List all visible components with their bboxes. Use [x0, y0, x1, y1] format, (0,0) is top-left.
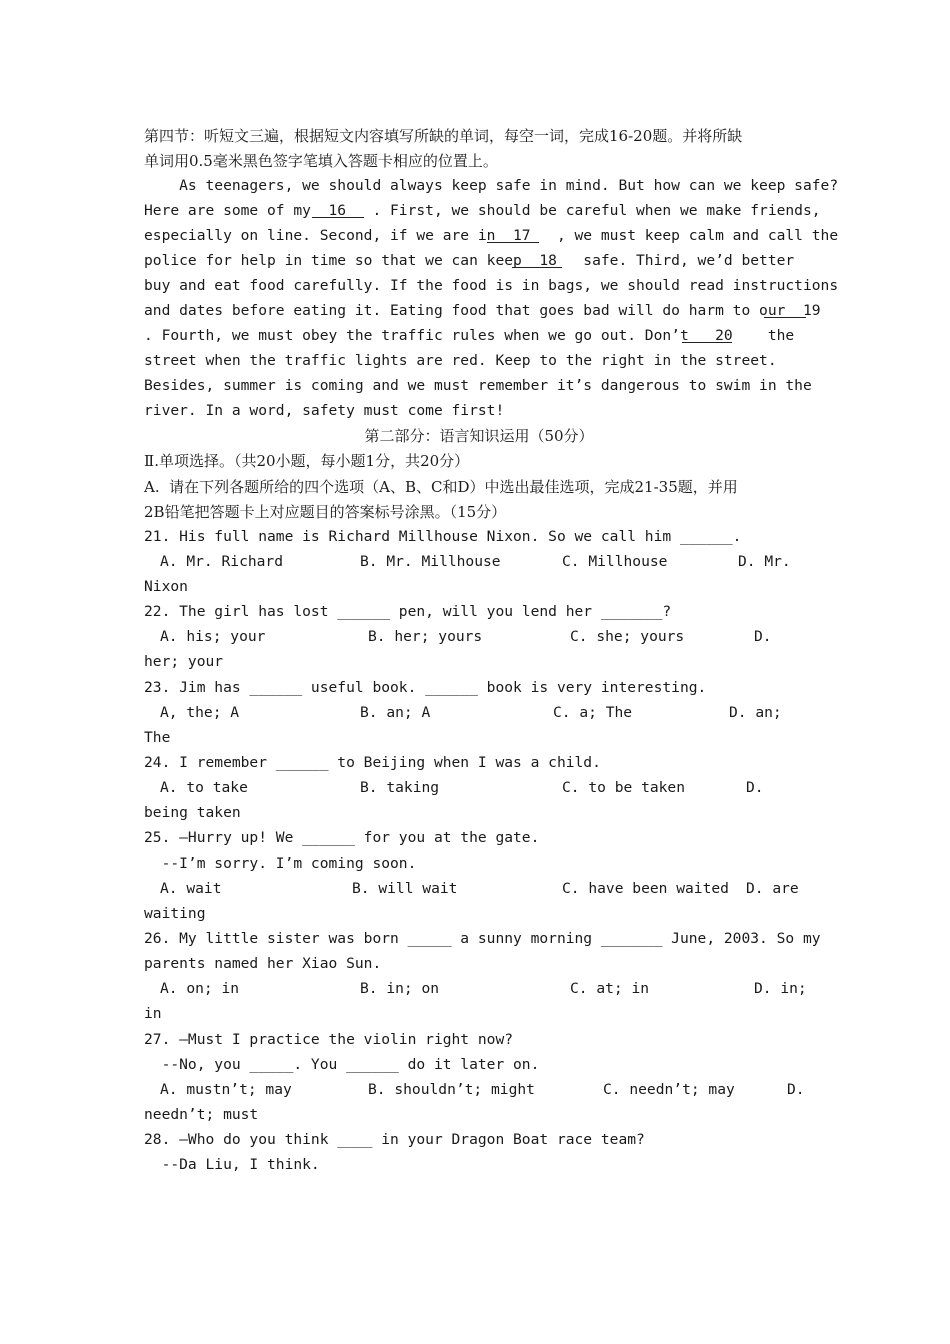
question-24: 24. I remember ______ to Beijing when I was a child.	[144, 754, 601, 771]
q24-option-a: A. to take	[160, 779, 248, 796]
question-28: 28. –Who do you think ____ in your Dragon Boat race team?	[144, 1131, 645, 1148]
passage-line-1: As teenagers, we should always keep safe in mind. But how can we keep safe?	[144, 177, 839, 194]
q27-option-d: D.	[787, 1081, 805, 1098]
q27-option-b: B. shouldn’t; might	[368, 1081, 535, 1098]
question-25-reply: --I’m sorry. I’m coming soon.	[144, 855, 417, 872]
section4-instruction-line2: 单词用0.5毫米黑色签字笔填入答题卡相应的位置上。	[144, 152, 498, 170]
q22-option-b: B. her; yours	[368, 628, 483, 645]
question-25: 25. –Hurry up! We ______ for you at the gate.	[144, 829, 540, 846]
passage-line-3: especially on line. Second, if we are in 17 , we must keep calm and call the	[144, 227, 839, 244]
q24-option-d-cont: being taken	[144, 804, 241, 821]
blank-16-underline	[312, 217, 364, 218]
q25-option-c: C. have been waited	[562, 880, 729, 897]
question-26: 26. My little sister was born _____ a sunny morning _______ June, 2003. So my	[144, 930, 821, 947]
q25-option-d-cont: waiting	[144, 905, 206, 922]
q23-option-d: D. an;	[729, 704, 782, 721]
question-28-reply: --Da Liu, I think.	[144, 1156, 320, 1173]
q21-option-d-cont: Nixon	[144, 578, 188, 595]
q21-option-c: C. Millhouse	[562, 553, 668, 570]
q24-option-c: C. to be taken	[562, 779, 686, 796]
blank-17-underline	[487, 242, 539, 243]
q23-option-b: B. an; A	[360, 704, 431, 721]
passage-line-4: police for help in time so that we can keep 18 safe. Third, we’d better	[144, 252, 795, 269]
blank-20-underline	[682, 342, 732, 343]
blank-19-underline	[764, 317, 806, 318]
q27-option-d-cont: needn’t; must	[144, 1106, 259, 1123]
q21-option-a: A. Mr. Richard	[160, 553, 284, 570]
part2-title: 第二部分：语言知识运用（50分）	[364, 427, 594, 445]
question-23: 23. Jim has ______ useful book. ______ book is very interesting.	[144, 679, 707, 696]
passage-line-6: and dates before eating it. Eating food that goes bad will do harm to our 19	[144, 302, 821, 319]
question-27: 27. –Must I practice the violin right now?	[144, 1031, 514, 1048]
question-26-line2: parents named her Xiao Sun.	[144, 955, 382, 972]
passage-line-5: buy and eat food carefully. If the food is in bags, we should read instructions	[144, 277, 839, 294]
q22-option-c: C. she; yours	[570, 628, 685, 645]
part2-instruction-line1: A. 请在下列各题所给的四个选项（A、B、C和D）中选出最佳选项，完成21-35题，并用	[144, 478, 738, 496]
passage-line-8: street when the traffic lights are red. Keep to the right in the street.	[144, 352, 777, 369]
q26-option-d-cont: in	[144, 1005, 162, 1022]
q26-option-d: D. in;	[754, 980, 807, 997]
part2-heading: Ⅱ.单项选择。（共20小题，每小题1分，共20分）	[144, 452, 470, 470]
q24-option-b: B. taking	[360, 779, 440, 796]
q23-option-a: A, the; A	[160, 704, 240, 721]
q23-option-c: C. a; The	[553, 704, 633, 721]
q21-option-d: D. Mr.	[738, 553, 791, 570]
question-21: 21. His full name is Richard Millhouse Nixon. So we call him ______.	[144, 528, 742, 545]
blank-18-underline	[512, 267, 562, 268]
q22-option-d: D.	[754, 628, 772, 645]
q27-option-c: C. needn’t; may	[603, 1081, 735, 1098]
section4-instruction-line1: 第四节：听短文三遍，根据短文内容填写所缺的单词，每空一词，完成16-20题。并将所缺	[144, 127, 743, 145]
passage-line-9: Besides, summer is coming and we must remember it’s dangerous to swim in the	[144, 377, 812, 394]
q24-option-d: D.	[746, 779, 764, 796]
passage-line-7: . Fourth, we must obey the traffic rules when we go out. Don’t 20 the	[144, 327, 795, 344]
q23-option-d-cont: The	[144, 729, 171, 746]
question-27-reply: --No, you _____. You ______ do it later on.	[144, 1056, 540, 1073]
q22-option-a: A. his; your	[160, 628, 266, 645]
question-22: 22. The girl has lost ______ pen, will you lend her _______?	[144, 603, 672, 620]
q22-option-d-cont: her; your	[144, 653, 224, 670]
q21-option-b: B. Mr. Millhouse	[360, 553, 501, 570]
q26-option-b: B. in; on	[360, 980, 440, 997]
passage-line-2: Here are some of my 16 . First, we should be careful when we make friends,	[144, 202, 821, 219]
q25-option-a: A. wait	[160, 880, 222, 897]
q25-option-b: B. will wait	[352, 880, 458, 897]
q26-option-c: C. at; in	[570, 980, 650, 997]
q25-option-d: D. are	[746, 880, 799, 897]
passage-line-10: river. In a word, safety must come first!	[144, 402, 505, 419]
q27-option-a: A. mustn’t; may	[160, 1081, 292, 1098]
part2-instruction-line2: 2B铅笔把答题卡上对应题目的答案标号涂黑。（15分）	[144, 503, 507, 521]
q26-option-a: A. on; in	[160, 980, 240, 997]
